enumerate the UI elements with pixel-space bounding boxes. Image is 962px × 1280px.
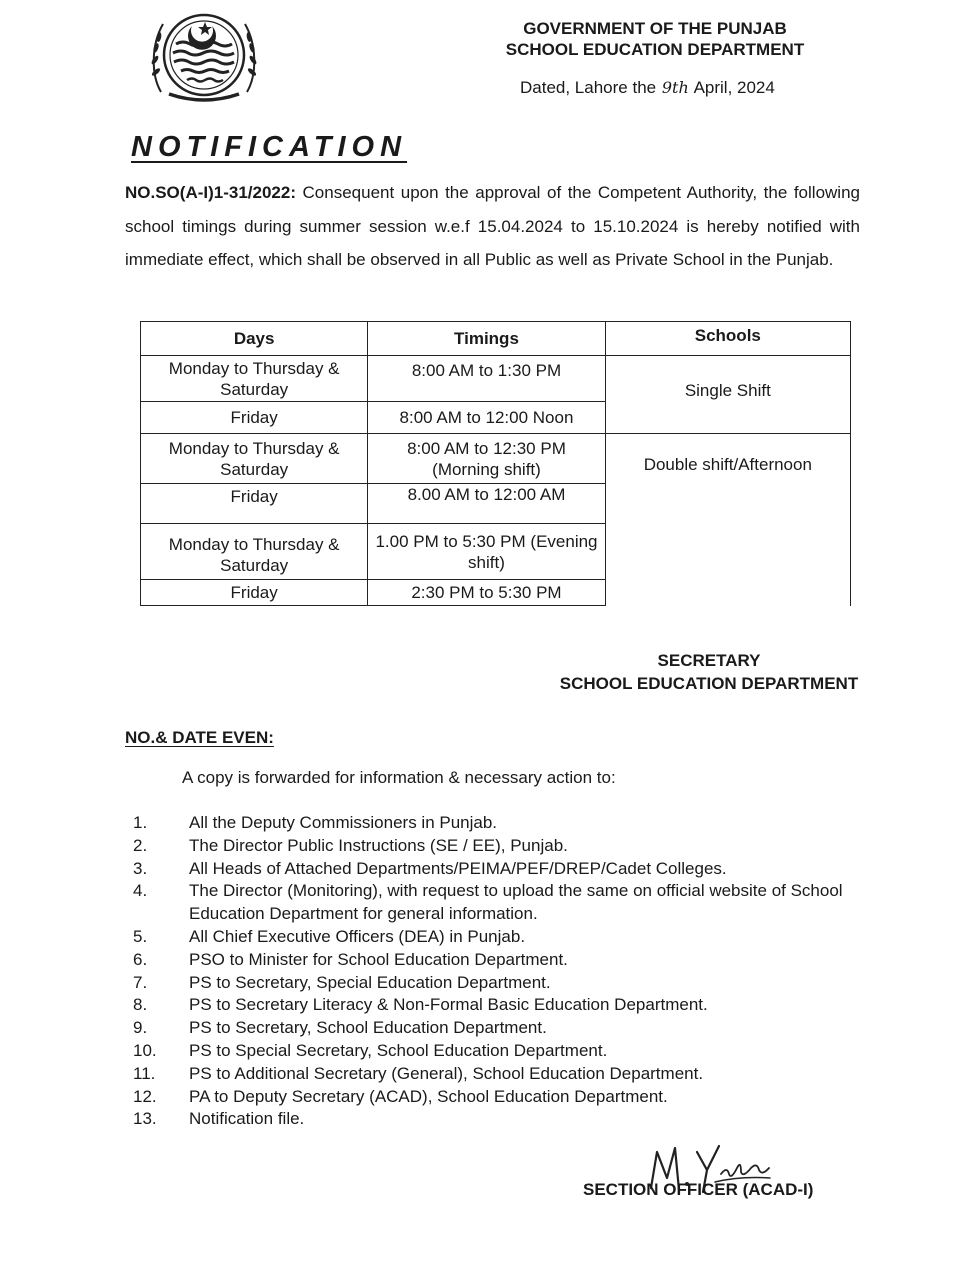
days-cell: Monday to Thursday & Saturday (141, 434, 368, 484)
dated-prefix: Dated, Lahore the (520, 78, 657, 97)
table-row (141, 356, 851, 402)
table-header-row (141, 322, 851, 356)
secretary-signature-block (540, 649, 878, 695)
list-item: 13. Notification file. (133, 1109, 305, 1129)
number-date-even-heading: NO.& DATE EVEN: (125, 728, 274, 747)
list-item: 12. PA to Deputy Secretary (ACAD), School Education Department. (133, 1086, 668, 1106)
section-officer-title: SECTION OFFICER (ACAD-I) (583, 1180, 814, 1199)
notification-number: NO.SO(A-I)1-31/2022: (125, 183, 296, 202)
secretary-title: SECRETARY (657, 651, 761, 670)
dated-day: 9th (661, 78, 689, 97)
notification-body (125, 176, 860, 277)
days-cell: Monday to Thursday & Saturday (141, 356, 368, 402)
list-item: 11. PS to Additional Secretary (General), School Education Department. (133, 1063, 704, 1083)
school-type-double-shift: Double shift/Afternoon (605, 434, 850, 606)
list-item: 2. The Director Public Instructions (SE / EE), Punjab. (133, 835, 568, 855)
notification-text: Consequent upon the approval of the Competent Authority, the following school timings during summer session w.e.f 15.04.2024 to 15.10.2024 is hereby notified with immediate effect, which shall be observed in all Public as well as Private School in the Punjab. (125, 183, 860, 269)
header-timings: Timings (368, 322, 605, 356)
timing-cell: 8.00 AM to 12:00 AM (368, 484, 605, 524)
header-days: Days (141, 322, 368, 356)
list-item: 1. All the Deputy Commissioners in Punjab. (133, 813, 498, 832)
list-item: 3. All Heads of Attached Departments/PEIMA/PEF/DREP/Cadet Colleges. (133, 858, 727, 878)
school-timings-table (140, 321, 851, 606)
table-row (141, 434, 851, 484)
timing-cell: 1.00 PM to 5:30 PM (Evening shift) (368, 524, 605, 580)
department-name: SCHOOL EDUCATION DEPARTMENT (505, 40, 805, 59)
government-header (480, 18, 830, 60)
school-type-single-shift: Single Shift (605, 356, 850, 434)
timing-cell: 8:00 AM to 12:30 PM (Morning shift) (368, 434, 605, 484)
list-item: 8. PS to Secretary Literacy & Non-Formal Basic Education Department. (133, 995, 708, 1015)
list-item: 9. PS to Secretary, School Education Department. (133, 1018, 547, 1038)
list-item: 7. PS to Secretary, Special Education Department. (133, 972, 551, 992)
list-item: 5. All Chief Executive Officers (DEA) in Punjab. (133, 926, 526, 946)
header-schools: Schools (605, 322, 850, 356)
list-item: 4. The Director (Monitoring), with request to upload the same on official website of School Education Department for general information. (133, 881, 843, 924)
list-item: 6. PSO to Minister for School Education Department. (133, 949, 568, 969)
government-name: GOVERNMENT OF THE PUNJAB (523, 19, 787, 38)
timing-cell: 8:00 AM to 1:30 PM (368, 356, 605, 402)
secretary-department: SCHOOL EDUCATION DEPARTMENT (559, 674, 859, 693)
notification-date (520, 78, 775, 98)
distribution-list (125, 812, 870, 1131)
days-cell: Monday to Thursday & Saturday (141, 524, 368, 580)
days-cell: Friday (141, 484, 368, 524)
punjab-emblem-logo (143, 10, 265, 106)
list-item: 10. PS to Special Secretary, School Education Department. (133, 1040, 608, 1060)
copy-forwarded-intro: A copy is forwarded for information & necessary action to: (182, 768, 616, 787)
dated-suffix: April, 2024 (693, 78, 775, 97)
days-cell: Friday (141, 580, 368, 606)
days-cell: Friday (141, 402, 368, 434)
timing-cell: 2:30 PM to 5:30 PM (368, 580, 605, 606)
timing-cell: 8:00 AM to 12:00 Noon (368, 402, 605, 434)
notification-title: NOTIFICATION (131, 131, 408, 163)
